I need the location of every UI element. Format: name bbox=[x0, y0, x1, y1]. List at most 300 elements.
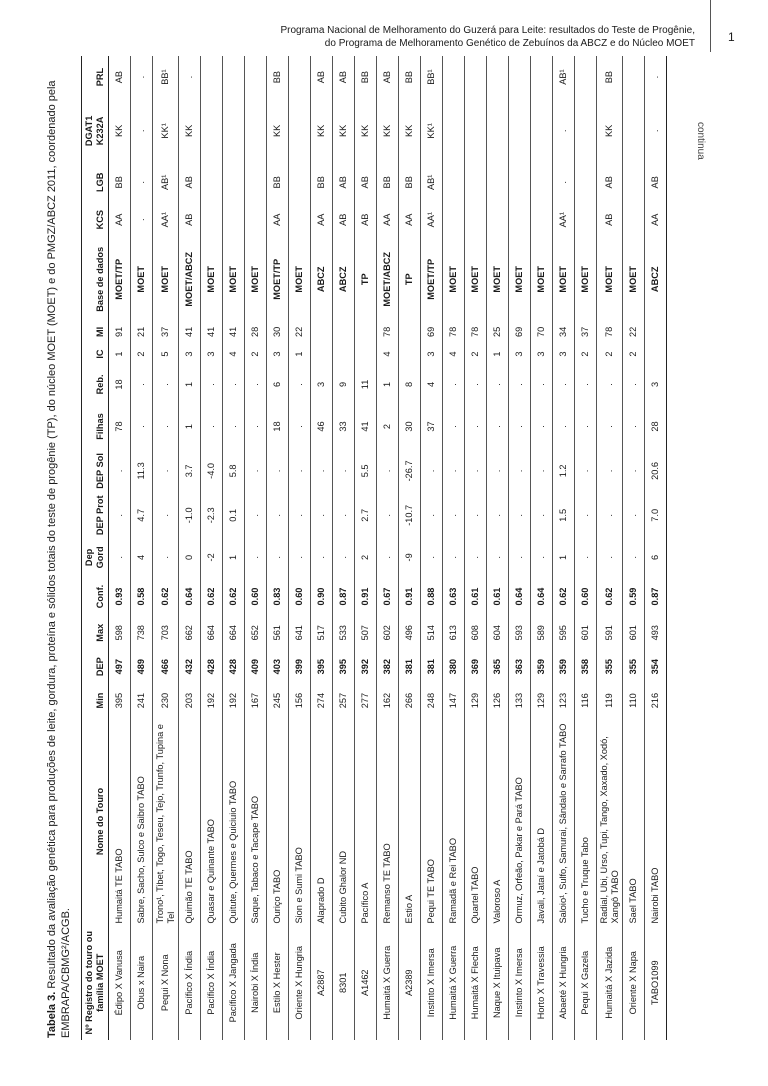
table-cell: 70 bbox=[531, 320, 553, 343]
table-cell: 428 bbox=[223, 650, 245, 684]
table-cell: Pequi X Nona bbox=[153, 925, 179, 1040]
table-cell: . bbox=[487, 449, 509, 493]
table-cell: . bbox=[443, 493, 465, 537]
continua-label: continua bbox=[695, 122, 706, 160]
table-cell: 30 bbox=[399, 404, 421, 448]
table-cell: . bbox=[465, 538, 487, 578]
table-cell: 266 bbox=[399, 684, 421, 718]
table-cell: 0.60 bbox=[575, 577, 597, 616]
table-cell: 1 bbox=[223, 538, 245, 578]
table-cell: 1 bbox=[179, 365, 201, 405]
table-cell: -10.7 bbox=[399, 493, 421, 537]
table-cell bbox=[487, 164, 509, 201]
table-cell: MOET bbox=[131, 238, 153, 320]
table-cell: 395 bbox=[311, 650, 333, 684]
table-cell: . bbox=[487, 538, 509, 578]
table-cell: 192 bbox=[223, 684, 245, 718]
table-cell bbox=[289, 98, 311, 163]
table-cell: 489 bbox=[131, 650, 153, 684]
table-cell: AB bbox=[179, 164, 201, 201]
table-cell: 363 bbox=[509, 650, 531, 684]
table-cell: 0.62 bbox=[153, 577, 179, 616]
table-cell: . bbox=[245, 538, 267, 578]
table-cell: Sabre, Sacho, Sulco e Saibro TABO bbox=[131, 717, 153, 925]
table-cell bbox=[289, 164, 311, 201]
table-cell: KK bbox=[377, 98, 399, 163]
table-cell: 4.7 bbox=[131, 493, 153, 537]
table-row bbox=[179, 56, 201, 1040]
results-table bbox=[81, 56, 667, 1040]
table-cell bbox=[465, 98, 487, 163]
table-cell: 601 bbox=[623, 616, 645, 650]
table-cell bbox=[531, 98, 553, 163]
table-cell: . bbox=[443, 365, 465, 405]
table-cell: 497 bbox=[109, 650, 131, 684]
table-cell: 78 bbox=[597, 320, 623, 343]
table-cell: BB bbox=[399, 164, 421, 201]
table-cell: 2 bbox=[597, 344, 623, 365]
table-cell: Ouriço TABO bbox=[267, 717, 289, 925]
table-cell: 25 bbox=[487, 320, 509, 343]
table-cell: 274 bbox=[311, 684, 333, 718]
table-row bbox=[575, 56, 597, 1040]
table-cell: 4 bbox=[443, 344, 465, 365]
header-row bbox=[82, 56, 109, 1040]
table-cell: . bbox=[623, 538, 645, 578]
table-cell: Quartel TABO bbox=[465, 717, 487, 925]
column-header: LGB bbox=[82, 164, 109, 201]
table-row bbox=[201, 56, 223, 1040]
table-cell: 192 bbox=[201, 684, 223, 718]
table-cell: 613 bbox=[443, 616, 465, 650]
table-cell: 156 bbox=[289, 684, 311, 718]
table-cell bbox=[245, 164, 267, 201]
table-cell: . bbox=[553, 365, 575, 405]
table-cell: KK bbox=[597, 98, 623, 163]
table-cell: 6 bbox=[267, 365, 289, 405]
table-row bbox=[399, 56, 421, 1040]
table-cell: 41 bbox=[355, 404, 377, 448]
column-header: Min bbox=[82, 684, 109, 718]
column-header: Nº Registro do touro ou família MOET bbox=[82, 925, 109, 1040]
table-cell: 41 bbox=[223, 320, 245, 343]
table-cell: 6 bbox=[645, 538, 667, 578]
table-cell: AB bbox=[179, 201, 201, 238]
table-cell: . bbox=[267, 493, 289, 537]
table-row bbox=[623, 56, 645, 1040]
header-line-2: do Programa de Melhoramento Genético de Zebuínos da ABCZ e do Núcleo MOET bbox=[324, 38, 695, 49]
table-cell: . bbox=[645, 98, 667, 163]
table-cell: -4.0 bbox=[201, 449, 223, 493]
table-cell: 0.90 bbox=[311, 577, 333, 616]
table-cell: 230 bbox=[153, 684, 179, 718]
table-cell: 162 bbox=[377, 684, 399, 718]
table-cell bbox=[465, 201, 487, 238]
table-cell: . bbox=[153, 449, 179, 493]
table-cell: AB bbox=[333, 201, 355, 238]
table-cell: 0.61 bbox=[465, 577, 487, 616]
table-cell: . bbox=[377, 449, 399, 493]
table-cell: . bbox=[443, 538, 465, 578]
table-cell: 33 bbox=[333, 404, 355, 448]
table-cell: . bbox=[645, 56, 667, 98]
table-cell: 0.61 bbox=[487, 577, 509, 616]
table-cell: 0.64 bbox=[509, 577, 531, 616]
table-cell: . bbox=[597, 365, 623, 405]
table-cell: BB bbox=[267, 164, 289, 201]
table-cell: AA¹ bbox=[153, 201, 179, 238]
table-cell: . bbox=[623, 493, 645, 537]
table-cell: AA bbox=[311, 201, 333, 238]
table-cell: 369 bbox=[465, 650, 487, 684]
table-body bbox=[109, 56, 667, 1040]
table-cell: . bbox=[597, 449, 623, 493]
table-cell: . bbox=[289, 449, 311, 493]
table-cell: . bbox=[377, 493, 399, 537]
table-cell: AB bbox=[333, 164, 355, 201]
table-row bbox=[465, 56, 487, 1040]
table-cell: . bbox=[597, 538, 623, 578]
table-cell bbox=[289, 56, 311, 98]
table-cell: 591 bbox=[597, 616, 623, 650]
table-cell: 2 bbox=[377, 404, 399, 448]
table-cell: 1 bbox=[553, 538, 575, 578]
table-cell: MOET bbox=[223, 238, 245, 320]
table-cell bbox=[223, 98, 245, 163]
table-row bbox=[531, 56, 553, 1040]
column-header: DGAT1 K232A bbox=[82, 98, 109, 163]
table-cell: AA bbox=[399, 201, 421, 238]
table-cell: . bbox=[509, 538, 531, 578]
table-cell: . bbox=[597, 493, 623, 537]
table-cell: 241 bbox=[131, 684, 153, 718]
table-row bbox=[509, 56, 531, 1040]
table-cell: . bbox=[267, 449, 289, 493]
table-cell bbox=[623, 98, 645, 163]
table-cell: . bbox=[465, 493, 487, 537]
table-cell bbox=[443, 56, 465, 98]
table-cell: 3 bbox=[421, 344, 443, 365]
table-cell: 652 bbox=[245, 616, 267, 650]
table-cell: . bbox=[201, 365, 223, 405]
table-cell: AB bbox=[311, 56, 333, 98]
table-cell: 3 bbox=[179, 344, 201, 365]
table-cell: A2389 bbox=[399, 925, 421, 1040]
table-cell: 409 bbox=[245, 650, 267, 684]
table-row bbox=[443, 56, 465, 1040]
table-cell: Saloio¹, Sulfo, Samurai, Sândalo e Sarrafo TABO bbox=[553, 717, 575, 925]
table-cell: -1.0 bbox=[179, 493, 201, 537]
table-cell: . bbox=[223, 404, 245, 448]
table-cell bbox=[531, 56, 553, 98]
table-cell: -26.7 bbox=[399, 449, 421, 493]
table-row bbox=[267, 56, 289, 1040]
table-cell: . bbox=[311, 538, 333, 578]
column-header: Nome do Touro bbox=[82, 717, 109, 925]
table-cell: Javali, Jataí e Jatobá D bbox=[531, 717, 553, 925]
table-cell bbox=[201, 56, 223, 98]
table-cell: Pacífico X Índia bbox=[179, 925, 201, 1040]
table-cell: 381 bbox=[399, 650, 421, 684]
table-cell: . bbox=[623, 449, 645, 493]
table-caption bbox=[46, 56, 73, 1040]
table-cell: 355 bbox=[623, 650, 645, 684]
column-header: Filhas bbox=[82, 404, 109, 448]
table-cell: Saque, Tabaco e Tacape TABO bbox=[245, 717, 267, 925]
table-cell: 78 bbox=[465, 320, 487, 343]
table-cell: 738 bbox=[131, 616, 153, 650]
column-header: IC bbox=[82, 344, 109, 365]
table-cell: AB¹ bbox=[421, 164, 443, 201]
table-cell: 0.59 bbox=[623, 577, 645, 616]
table-cell: 216 bbox=[645, 684, 667, 718]
table-cell bbox=[465, 164, 487, 201]
table-cell bbox=[333, 344, 355, 365]
table-cell: KK bbox=[109, 98, 131, 163]
table-cell: Tucho e Truque Tabo bbox=[575, 717, 597, 925]
table-cell: AA¹ bbox=[553, 201, 575, 238]
table-row bbox=[223, 56, 245, 1040]
table-cell: BB bbox=[597, 56, 623, 98]
table-cell: 5.8 bbox=[223, 449, 245, 493]
table-cell: 2 bbox=[465, 344, 487, 365]
table-cell: 1 bbox=[179, 404, 201, 448]
table-cell: . bbox=[509, 365, 531, 405]
table-cell: AB bbox=[597, 164, 623, 201]
table-cell bbox=[509, 56, 531, 98]
table-cell: . bbox=[267, 538, 289, 578]
table-row bbox=[377, 56, 399, 1040]
table-cell: 8301 bbox=[333, 925, 355, 1040]
table-cell bbox=[443, 164, 465, 201]
table-cell: Sael TABO bbox=[623, 717, 645, 925]
table-cell: MOET/TP bbox=[109, 238, 131, 320]
table-cell: 598 bbox=[109, 616, 131, 650]
table-cell: 380 bbox=[443, 650, 465, 684]
table-cell: 0.63 bbox=[443, 577, 465, 616]
table-row bbox=[645, 56, 667, 1040]
table-cell: . bbox=[131, 56, 153, 98]
table-cell: AB¹ bbox=[553, 56, 575, 98]
table-cell: . bbox=[531, 404, 553, 448]
table-cell bbox=[623, 201, 645, 238]
table-cell: 129 bbox=[465, 684, 487, 718]
table-cell: . bbox=[245, 493, 267, 537]
table-cell: Humaitá X Guerra bbox=[443, 925, 465, 1040]
table-cell: AA bbox=[645, 201, 667, 238]
table-cell: 0.88 bbox=[421, 577, 443, 616]
table-cell: . bbox=[465, 365, 487, 405]
table-cell: Oriente X Napa bbox=[623, 925, 645, 1040]
table-cell: 589 bbox=[531, 616, 553, 650]
table-cell bbox=[311, 344, 333, 365]
table-cell: 604 bbox=[487, 616, 509, 650]
table-cell: 601 bbox=[575, 616, 597, 650]
table-cell: MOET bbox=[289, 238, 311, 320]
table-cell: Pequi X Gazela bbox=[575, 925, 597, 1040]
table-cell: 167 bbox=[245, 684, 267, 718]
table-cell: 1.5 bbox=[553, 493, 575, 537]
table-cell: AA bbox=[109, 201, 131, 238]
table-cell: . bbox=[131, 365, 153, 405]
table-cell: Nairobi X Índia bbox=[245, 925, 267, 1040]
table-cell: 0.64 bbox=[531, 577, 553, 616]
table-row bbox=[487, 56, 509, 1040]
table-cell: 381 bbox=[421, 650, 443, 684]
table-header bbox=[82, 56, 109, 1040]
table-cell: Trono¹, Tibet, Togo, Teseu, Tejo, Trunfo, Tupina e Tel bbox=[153, 717, 179, 925]
table-cell: . bbox=[443, 404, 465, 448]
table-row bbox=[597, 56, 623, 1040]
table-cell: . bbox=[553, 98, 575, 163]
table-cell bbox=[245, 56, 267, 98]
table-cell: 2 bbox=[131, 344, 153, 365]
table-cell: BB bbox=[311, 164, 333, 201]
table-cell: . bbox=[531, 538, 553, 578]
table-cell: . bbox=[333, 493, 355, 537]
table-cell: 8 bbox=[399, 365, 421, 405]
table-cell: 0.93 bbox=[109, 577, 131, 616]
table-cell: MOET bbox=[201, 238, 223, 320]
table-cell: 533 bbox=[333, 616, 355, 650]
table-cell: Oriente X Hungria bbox=[289, 925, 311, 1040]
table-cell bbox=[645, 344, 667, 365]
table-cell: . bbox=[509, 404, 531, 448]
table-cell: . bbox=[245, 449, 267, 493]
table-cell: AA bbox=[377, 201, 399, 238]
table-cell: Pacífico X Índia bbox=[201, 925, 223, 1040]
table-cell: 1 bbox=[109, 344, 131, 365]
table-cell: BB bbox=[377, 164, 399, 201]
table-cell: . bbox=[509, 493, 531, 537]
table-cell: 3 bbox=[267, 344, 289, 365]
table-cell: 5.5 bbox=[355, 449, 377, 493]
table-cell: 0.83 bbox=[267, 577, 289, 616]
table-cell: 110 bbox=[623, 684, 645, 718]
table-cell: . bbox=[465, 404, 487, 448]
table-cell bbox=[245, 98, 267, 163]
table-cell: . bbox=[311, 493, 333, 537]
caption-label: Tabela 3. bbox=[46, 991, 58, 1038]
table-cell: . bbox=[597, 404, 623, 448]
table-cell: 365 bbox=[487, 650, 509, 684]
table-cell: 4 bbox=[223, 344, 245, 365]
table-cell bbox=[223, 201, 245, 238]
table-cell: . bbox=[553, 164, 575, 201]
table-cell: 0.62 bbox=[223, 577, 245, 616]
table-cell: 2 bbox=[575, 344, 597, 365]
table-cell: 245 bbox=[267, 684, 289, 718]
table-row bbox=[131, 56, 153, 1040]
table-cell: KK¹ bbox=[421, 98, 443, 163]
table-cell: Nairobi TABO bbox=[645, 717, 667, 925]
table-cell bbox=[575, 164, 597, 201]
table-cell: 91 bbox=[109, 320, 131, 343]
table-row bbox=[333, 56, 355, 1040]
table-cell: 37 bbox=[153, 320, 179, 343]
table-cell: . bbox=[443, 449, 465, 493]
table-cell: TP bbox=[355, 238, 377, 320]
table-cell: . bbox=[487, 493, 509, 537]
table-cell: 593 bbox=[509, 616, 531, 650]
table-cell bbox=[509, 201, 531, 238]
table-cell: 1 bbox=[487, 344, 509, 365]
table-cell: 248 bbox=[421, 684, 443, 718]
header-divider bbox=[710, 0, 711, 52]
table-cell bbox=[201, 164, 223, 201]
table-cell: . bbox=[223, 365, 245, 405]
table-cell: MOET bbox=[575, 238, 597, 320]
table-cell: 1.2 bbox=[553, 449, 575, 493]
table-cell: MOET bbox=[553, 238, 575, 320]
table-cell: 4 bbox=[421, 365, 443, 405]
table-cell: Remanso TE TABO bbox=[377, 717, 399, 925]
table-cell: . bbox=[289, 493, 311, 537]
table-cell bbox=[465, 56, 487, 98]
table-cell: 466 bbox=[153, 650, 179, 684]
table-cell: . bbox=[421, 538, 443, 578]
table-cell: KK bbox=[355, 98, 377, 163]
table-cell: TP bbox=[399, 238, 421, 320]
table-cell bbox=[201, 201, 223, 238]
table-cell: 28 bbox=[645, 404, 667, 448]
table-cell bbox=[245, 201, 267, 238]
table-cell: Quitute, Quermes e Quiciuio TABO bbox=[223, 717, 245, 925]
table-cell bbox=[289, 201, 311, 238]
table-cell bbox=[575, 56, 597, 98]
table-cell: 664 bbox=[223, 616, 245, 650]
table-cell: 46 bbox=[311, 404, 333, 448]
table-cell: AB bbox=[355, 201, 377, 238]
table-cell: 4 bbox=[131, 538, 153, 578]
table-cell: 0.91 bbox=[399, 577, 421, 616]
table-cell bbox=[575, 201, 597, 238]
table-cell: 28 bbox=[245, 320, 267, 343]
table-cell: AB bbox=[597, 201, 623, 238]
column-header: MI bbox=[82, 320, 109, 343]
table-cell bbox=[223, 164, 245, 201]
table-cell: 4 bbox=[377, 344, 399, 365]
table-cell: . bbox=[153, 538, 179, 578]
table-cell: 382 bbox=[377, 650, 399, 684]
table-cell: . bbox=[575, 404, 597, 448]
table-cell: ABCZ bbox=[333, 238, 355, 320]
table-cell bbox=[623, 56, 645, 98]
table-cell: Édipo X Vanusa bbox=[109, 925, 131, 1040]
table-cell: Abaeté X Hungria bbox=[553, 925, 575, 1040]
table-cell: 358 bbox=[575, 650, 597, 684]
table-cell: 0 bbox=[179, 538, 201, 578]
table-cell: 123 bbox=[553, 684, 575, 718]
table-cell: . bbox=[509, 449, 531, 493]
table-cell: . bbox=[575, 365, 597, 405]
table-cell: AA¹ bbox=[421, 201, 443, 238]
table-cell: 641 bbox=[289, 616, 311, 650]
table-cell: 277 bbox=[355, 684, 377, 718]
table-cell: AA bbox=[267, 201, 289, 238]
table-cell: . bbox=[131, 404, 153, 448]
table-cell: BB bbox=[355, 56, 377, 98]
table-cell: ABCZ bbox=[645, 238, 667, 320]
table-cell: 399 bbox=[289, 650, 311, 684]
table-cell: 2 bbox=[623, 344, 645, 365]
table-cell: 3 bbox=[645, 365, 667, 405]
table-cell: 3.7 bbox=[179, 449, 201, 493]
table-cell: 1 bbox=[377, 365, 399, 405]
table-cell bbox=[623, 164, 645, 201]
table-cell: . bbox=[245, 365, 267, 405]
table-cell: 0.62 bbox=[553, 577, 575, 616]
